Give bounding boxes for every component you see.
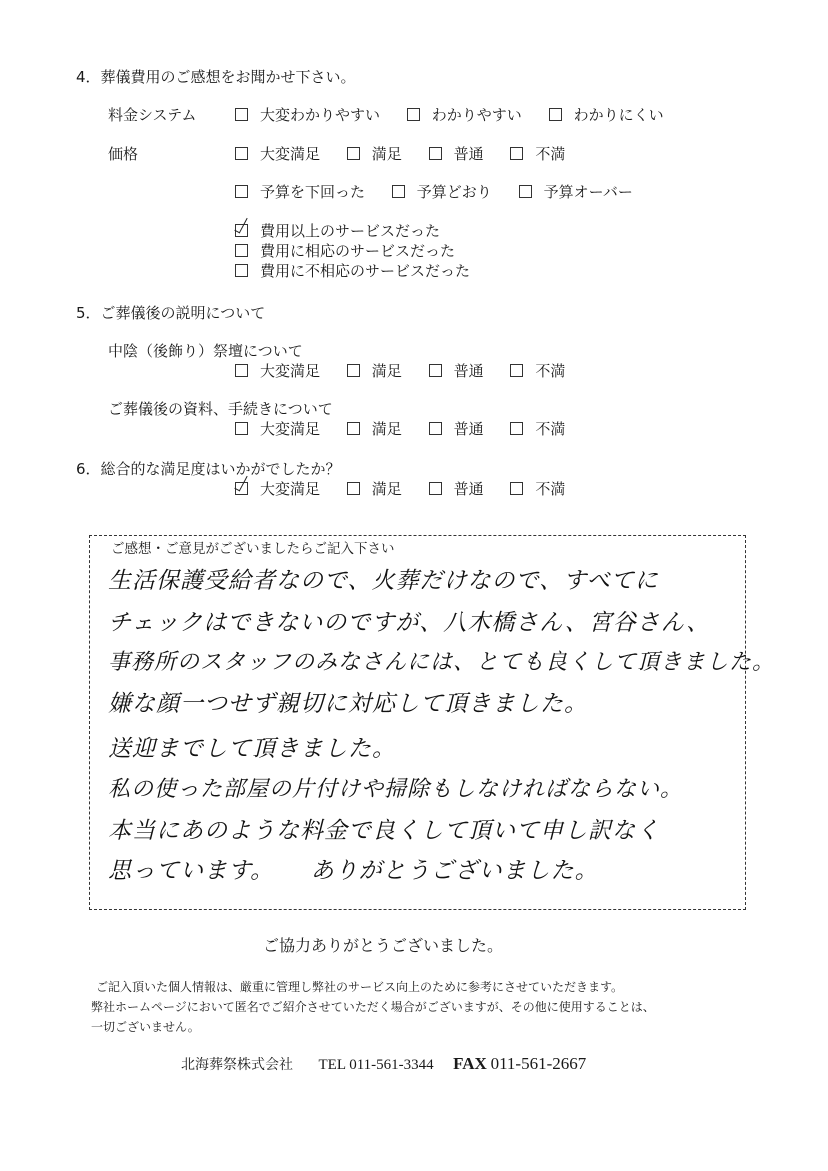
checkbox-average[interactable] <box>429 364 442 377</box>
privacy-note-line-1: ご記入頂いた個人情報は、厳重に管理し弊社のサービス向上のために参考にさせていただきます。 <box>96 980 624 994</box>
checkbox-satisfied[interactable] <box>347 147 360 160</box>
documents-label: ご葬儀後の資料、手続きについて <box>108 400 333 418</box>
option-label: 普通 <box>453 145 484 163</box>
price-value-option-2 <box>235 240 455 261</box>
handwritten-line-1: 生活保護受給者なので、火葬だけなので、すべてに <box>108 568 659 594</box>
checkbox-worth-cost[interactable] <box>235 244 248 257</box>
question-6-title: 6．総合的な満足度はいかがでしたか？ <box>76 460 341 478</box>
price-value-option-3 <box>235 260 470 281</box>
checkbox-not-worth-cost[interactable] <box>235 264 248 277</box>
documents-options <box>235 418 587 439</box>
price-label: 価格 <box>108 145 139 163</box>
option-label: 普通 <box>453 420 484 438</box>
checkbox-average[interactable] <box>429 147 442 160</box>
checkbox-unclear[interactable] <box>549 108 562 121</box>
fax-number: 011-561-2667 <box>490 1054 587 1073</box>
option-label: 費用に不相応のサービスだった <box>260 262 471 280</box>
handwritten-line-7: 本当にあのような料金で良くして頂いて申し訳なく <box>108 818 660 844</box>
option-label: 大変満足 <box>260 145 321 163</box>
option-label: 大変満足 <box>260 420 321 438</box>
handwritten-line-6: 私の使った部屋の片付けや掃除もしなければならない。 <box>108 777 684 802</box>
checkbox-very-satisfied[interactable] <box>235 422 248 435</box>
checkbox-very-satisfied-checked[interactable] <box>235 482 248 495</box>
option-label: 費用以上のサービスだった <box>260 222 441 240</box>
checkbox-very-satisfied[interactable] <box>235 364 248 377</box>
option-label: 普通 <box>453 362 484 380</box>
handwritten-line-4: 嫌な顔一つせず親切に対応して頂きました。 <box>108 691 588 717</box>
checkbox-under-budget[interactable] <box>235 185 248 198</box>
checkbox-on-budget[interactable] <box>392 185 405 198</box>
checkbox-dissatisfied[interactable] <box>510 147 523 160</box>
option-label: 予算を下回った <box>260 183 366 201</box>
checkbox-average[interactable] <box>429 422 442 435</box>
checkbox-dissatisfied[interactable] <box>510 482 523 495</box>
option-label: 予算どおり <box>416 183 492 201</box>
option-label: 費用に相応のサービスだった <box>260 242 456 260</box>
handwritten-line-2: チェックはできないのですが、八木橋さん、宮谷さん、 <box>108 610 711 636</box>
option-label: 満足 <box>371 420 402 438</box>
option-label: 満足 <box>371 480 402 498</box>
checkbox-over-budget[interactable] <box>519 185 532 198</box>
handwritten-line-3: 事務所のスタッフのみなさんには、とても良くして頂きました。 <box>108 650 776 675</box>
option-label: 不満 <box>535 420 566 438</box>
price-value-option-1 <box>235 220 440 241</box>
option-label: 満足 <box>371 145 402 163</box>
option-label: 大変わかりやすい <box>260 106 381 124</box>
checkbox-clear[interactable] <box>407 108 420 121</box>
price-satisfaction-options <box>235 143 587 164</box>
option-label: 大変満足 <box>260 362 321 380</box>
checkbox-dissatisfied[interactable] <box>510 364 523 377</box>
handwritten-line-5: 送迎までして頂きました。 <box>108 736 396 762</box>
company-name: 北海葬祭株式会社 <box>181 1057 293 1073</box>
altar-options <box>235 360 587 381</box>
option-label: 満足 <box>371 362 402 380</box>
overall-options <box>235 478 587 499</box>
price-budget-options <box>235 181 655 202</box>
privacy-note-line-3: 一切ございません。 <box>91 1020 200 1034</box>
checkbox-satisfied[interactable] <box>347 482 360 495</box>
handwritten-line-8: 思っています。 ありがとうございました。 <box>108 858 599 884</box>
question-4-title: 4．葬儀費用のご感想をお聞かせ下さい。 <box>76 68 356 86</box>
option-label: わかりにくい <box>573 106 664 124</box>
privacy-note-line-2: 弊社ホームページにおいて匿名でご紹介させていただく場合がございますが、その他に使用することは、 <box>91 1000 655 1014</box>
option-label: わかりやすい <box>431 106 522 124</box>
checkbox-very-satisfied[interactable] <box>235 147 248 160</box>
tel-label: TEL <box>318 1057 346 1073</box>
checkbox-average[interactable] <box>429 482 442 495</box>
checkbox-satisfied[interactable] <box>347 422 360 435</box>
tel-number: 011-561-3344 <box>349 1057 434 1073</box>
option-label: 不満 <box>535 480 566 498</box>
question-5-title: 5．ご葬儀後の説明について <box>76 304 266 322</box>
company-footer <box>181 1054 586 1074</box>
checkbox-very-clear[interactable] <box>235 108 248 121</box>
checkbox-satisfied[interactable] <box>347 364 360 377</box>
option-label: 大変満足 <box>260 480 321 498</box>
checkbox-dissatisfied[interactable] <box>510 422 523 435</box>
fee-system-options <box>235 104 686 125</box>
fax-label: FAX <box>453 1054 487 1073</box>
checkbox-beyond-cost-checked[interactable] <box>235 224 248 237</box>
fee-system-label: 料金システム <box>108 106 197 124</box>
altar-label: 中陰（後飾り）祭壇について <box>108 342 303 360</box>
option-label: 普通 <box>453 480 484 498</box>
option-label: 不満 <box>535 145 566 163</box>
comments-box-title: ご感想・ご意見がございましたらご記入下さい <box>111 541 395 557</box>
option-label: 不満 <box>535 362 566 380</box>
option-label: 予算オーバー <box>543 183 633 201</box>
thanks-message: ご協力ありがとうございました。 <box>263 936 504 955</box>
